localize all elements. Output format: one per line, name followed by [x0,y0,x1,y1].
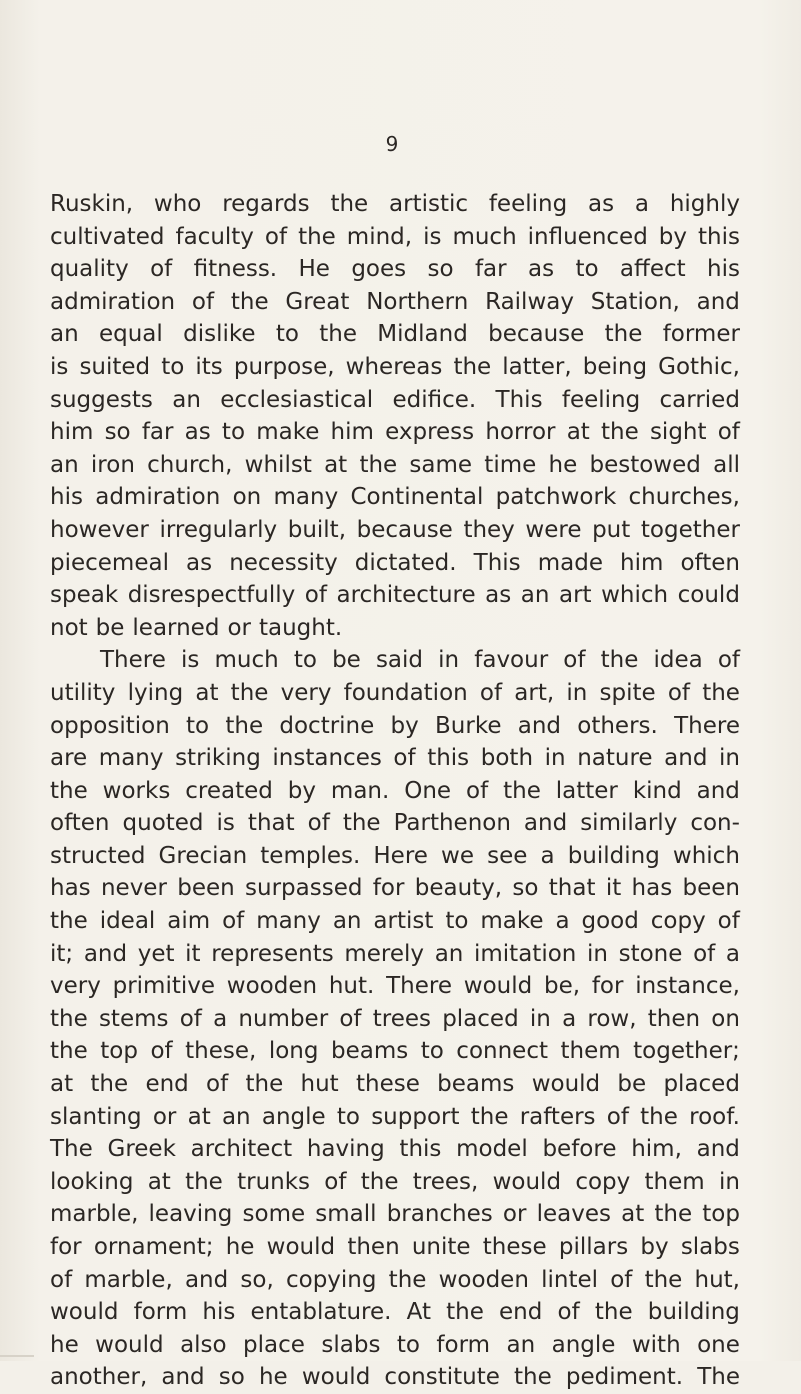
text-line: looking at the trunks of the trees, would copy them in [50,1168,740,1195]
text-line: would form his entablature. At the end of the building [50,1299,740,1326]
text-line: the top of these, long beams to connect them together; [50,1038,740,1065]
text-line: an iron church, whilst at the same time he bestowed all [50,451,740,478]
text-line: utility lying at the very foundation of art, in spite of the [50,679,740,706]
text-line: his admiration on many Continental patchwork churches, [50,484,740,511]
text-line: speak disrespectfully of architecture as an art which could [50,582,740,609]
text-line: him so far as to make him express horror at the sight of [50,419,740,446]
text-line: slanting or at an angle to support the rafters of the roof. [50,1103,740,1130]
text-line: the stems of a number of trees placed in a row, then on [50,1005,740,1032]
text-line: the works created by man. One of the latter kind and [50,777,740,804]
text-line: at the end of the hut these beams would be placed [50,1071,740,1098]
text-line: cultivated faculty of the mind, is much influenced by this [50,223,740,250]
text-line: suggests an ecclesiastical edifice. This feeling carried [50,386,740,413]
text-line: opposition to the doctrine by Burke and others. There [50,712,740,739]
text-line: structed Grecian temples. Here we see a building which [50,842,740,869]
text-line: he would also place slabs to form an angle with one [50,1331,740,1358]
text-line: often quoted is that of the Parthenon and similarly con- [50,810,740,837]
text-line: however irregularly built, because they were put together [50,516,740,543]
text-line: quality of fitness. He goes so far as to affect his [50,256,740,283]
text-line: is suited to its purpose, whereas the latter, being Gothic, [50,353,740,380]
text-line: the ideal aim of many an artist to make a good copy of [50,908,740,935]
body-text [50,188,740,1394]
page-number: 9 [385,132,399,156]
text-line: it; and yet it represents merely an imitation in stone of a [50,940,740,967]
text-line: admiration of the Great Northern Railway Station, and [50,288,740,315]
text-line: are many striking instances of this both in nature and in [50,745,740,772]
text-line: piecemeal as necessity dictated. This made him often [50,549,740,576]
text-line: has never been surpassed for beauty, so that it has been [50,875,740,902]
text-line: The Greek architect having this model before him, and [50,1136,740,1163]
text-line: of marble, and so, copying the wooden lintel of the hut, [50,1266,740,1293]
text-line: very primitive wooden hut. There would be, for instance, [50,973,740,1000]
text-line: an equal dislike to the Midland because the former [50,321,740,348]
text-line: not be learned or taught. [50,614,343,641]
text-line: another, and so he would constitute the pediment. The [50,1364,740,1391]
text-line: marble, leaving some small branches or leaves at the top [50,1201,740,1228]
text-line: There is much to be said in favour of the idea of [100,647,740,674]
page-edge-mark [0,1355,34,1357]
text-line: Ruskin, who regards the artistic feeling as a highly [50,191,740,217]
text-line: for ornament; he would then unite these pillars by slabs [50,1234,740,1260]
